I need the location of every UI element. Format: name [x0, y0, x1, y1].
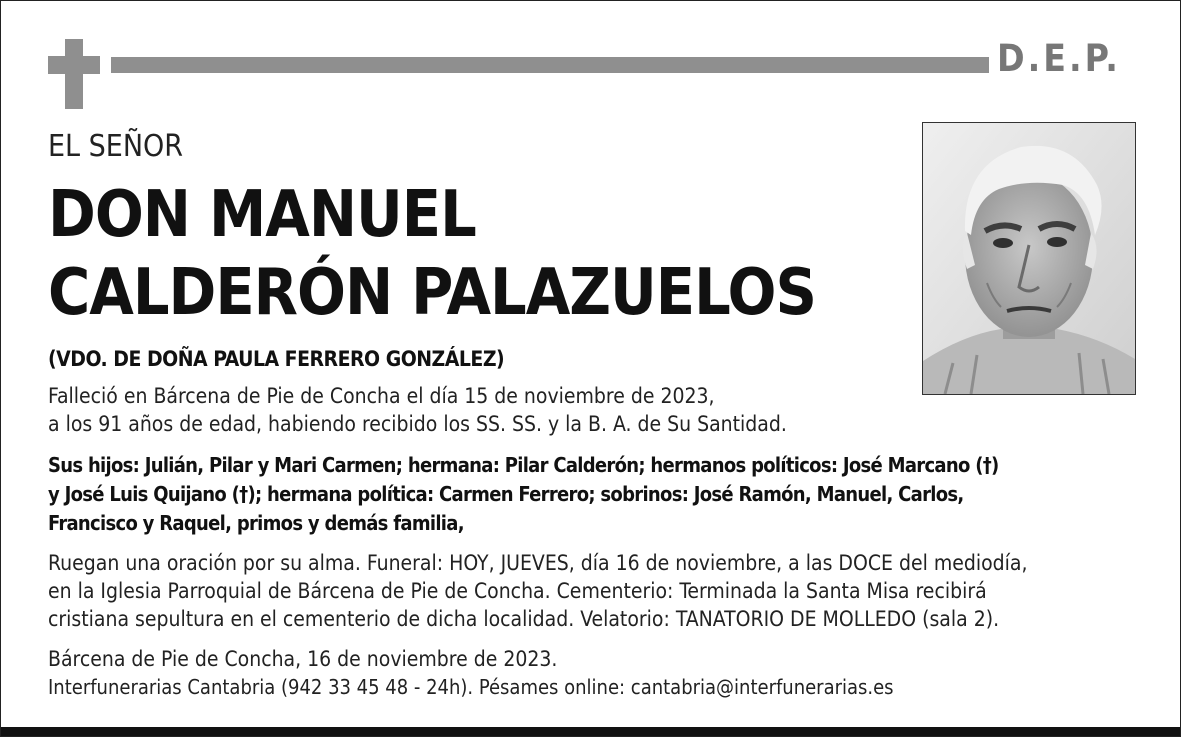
honorific: EL SEÑOR [48, 129, 184, 164]
deceased-name-line-2: CALDERÓN PALAZUELOS [48, 256, 816, 330]
header-rule [111, 57, 989, 73]
funeral-line-2: en la Iglesia Parroquial de Bárcena de Pie de Concha. Cementerio: Terminada la Santa Misa recibirá [48, 579, 987, 603]
family-line-1: Sus hijos: Julián, Pilar y Mari Carmen; hermana: Pilar Calderón; hermanos políticos: José Marcano (†) [48, 453, 999, 477]
dep-label: D.E.P. [997, 37, 1121, 80]
portrait-illustration [923, 123, 1135, 394]
cross-horizontal-bar [48, 56, 100, 74]
funeral-line-3: cristiana sepultura en el cementerio de dicha localidad. Velatorio: TANATORIO DE MOLLEDO (sala 2). [48, 607, 1000, 631]
family-line-2: y José Luis Quijano (†); hermana política: Carmen Ferrero; sobrinos: José Ramón, Manuel, Carlos, [48, 482, 964, 506]
family-line-3: Francisco y Raquel, primos y demás familia, [48, 511, 464, 535]
spouse-line: (VDO. DE DOÑA PAULA FERRERO GONZÁLEZ) [48, 347, 505, 371]
cross-vertical-bar [65, 39, 83, 109]
bottom-border-bar [1, 727, 1180, 736]
death-line-2: a los 91 años de edad, habiendo recibido los SS. SS. y la B. A. de Su Santidad. [48, 412, 787, 436]
deceased-portrait-photo [922, 122, 1136, 395]
funeral-home-contact: Interfunerarias Cantabria (942 33 45 48 - 24h). Pésames online: cantabria@interfunerarias.es [48, 675, 894, 699]
deceased-name-line-1: DON MANUEL [48, 178, 476, 252]
death-line-1: Falleció en Bárcena de Pie de Concha el día 15 de noviembre de 2023, [48, 384, 715, 408]
funeral-line-1: Ruegan una oración por su alma. Funeral: HOY, JUEVES, día 16 de noviembre, a las DOCE del mediodía, [48, 551, 1028, 575]
place-date: Bárcena de Pie de Concha, 16 de noviembre de 2023. [48, 647, 558, 671]
